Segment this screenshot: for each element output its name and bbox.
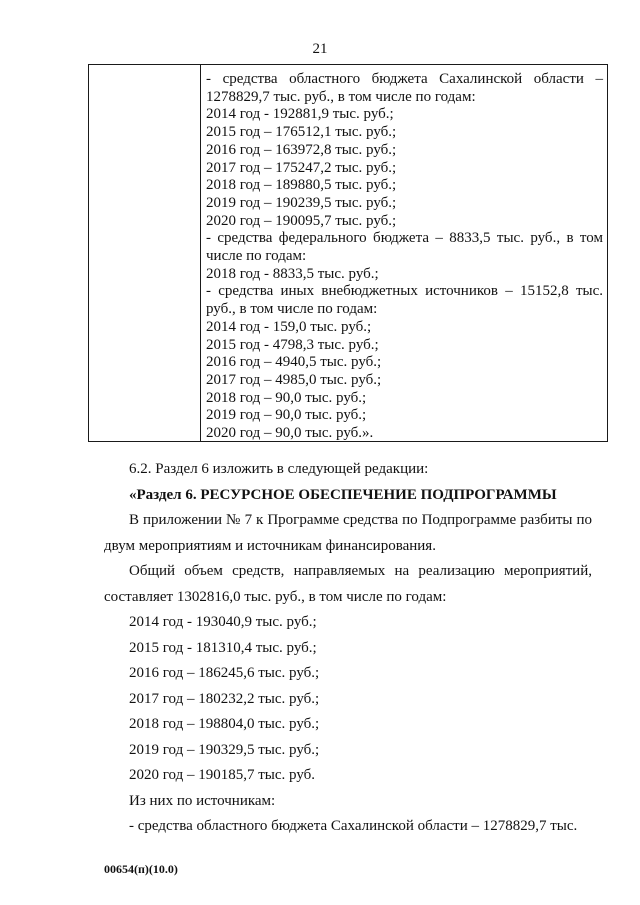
table-line: 2020 год – 190095,7 тыс. руб.; — [206, 212, 397, 229]
table-line: 2017 год – 175247,2 тыс. руб.; — [206, 159, 397, 176]
year-amount-line: 2015 год - 181310,4 тыс. руб.; — [129, 639, 317, 656]
table-line: 2018 год – 90,0 тыс. руб.; — [206, 389, 367, 406]
sources-intro: Из них по источникам: — [129, 792, 276, 809]
section-intro: 6.2. Раздел 6 изложить в следующей редакции: — [129, 461, 429, 477]
table-column-divider — [200, 65, 201, 441]
year-amount-line: 2020 год – 190185,7 тыс. руб. — [129, 767, 316, 783]
table-line: 2015 год – 176512,1 тыс. руб.; — [206, 124, 397, 141]
table-line: 2018 год – 189880,5 тыс. руб.; — [206, 177, 397, 194]
table-line: 2019 год – 90,0 тыс. руб.; — [206, 407, 367, 424]
table-line: 1278829,7 тыс. руб., в том числе по годам: — [206, 88, 476, 105]
table-line: 2018 год - 8833,5 тыс. руб.; — [206, 265, 379, 282]
table-line: 2014 год - 192881,9 тыс. руб.; — [206, 106, 394, 123]
table-line: 2016 год – 4940,5 тыс. руб.; — [206, 354, 382, 371]
funding-table — [88, 64, 608, 442]
year-amount-line: 2017 год – 180232,2 тыс. руб.; — [129, 690, 320, 707]
year-list — [104, 610, 592, 789]
paragraph-1: В приложении № 7 к Программе средства по Подпрограмме разбиты по двум мероприятиям и источникам финансирования. — [104, 512, 592, 554]
table-line: - средства иных внебюджетных источников – 15152,8 тыс. — [206, 283, 603, 300]
section-heading: «Раздел 6. РЕСУРСНОЕ ОБЕСПЕЧЕНИЕ ПОДПРОГРАММЫ — [129, 486, 557, 503]
table-line: 2020 год – 90,0 тыс. руб.». — [206, 425, 374, 442]
year-amount-line: 2016 год – 186245,6 тыс. руб.; — [129, 665, 320, 681]
table-line: числе по годам: — [206, 248, 307, 265]
table-line: 2019 год – 190239,5 тыс. руб.; — [206, 194, 397, 211]
table-right-cell — [206, 71, 603, 443]
table-line: руб., в том числе по годам: — [206, 301, 378, 318]
table-line: 2015 год - 4798,3 тыс. руб.; — [206, 336, 379, 353]
document-body — [104, 457, 592, 840]
table-line: 2017 год – 4985,0 тыс. руб.; — [206, 371, 382, 388]
table-line: 2014 год - 159,0 тыс. руб.; — [206, 318, 372, 335]
paragraph-2: Общий объем средств, направляемых на реализацию мероприятий, составляет 1302816,0 тыс. руб., в том числе по годам: — [104, 563, 592, 605]
page-number: 21 — [312, 41, 328, 57]
year-amount-line: 2019 год – 190329,5 тыс. руб.; — [129, 741, 320, 758]
year-amount-line: 2014 год - 193040,9 тыс. руб.; — [129, 614, 317, 630]
table-line: - средства федерального бюджета – 8833,5 тыс. руб., в том — [206, 230, 603, 247]
table-line: 2016 год – 163972,8 тыс. руб.; — [206, 141, 397, 158]
table-line: - средства областного бюджета Сахалинской области – — [206, 71, 603, 87]
last-line: - средства областного бюджета Сахалинской области – 1278829,7 тыс. — [129, 818, 578, 834]
document-code: 00654(п)(10.0) — [104, 862, 178, 876]
year-amount-line: 2018 год – 198804,0 тыс. руб.; — [129, 716, 320, 732]
